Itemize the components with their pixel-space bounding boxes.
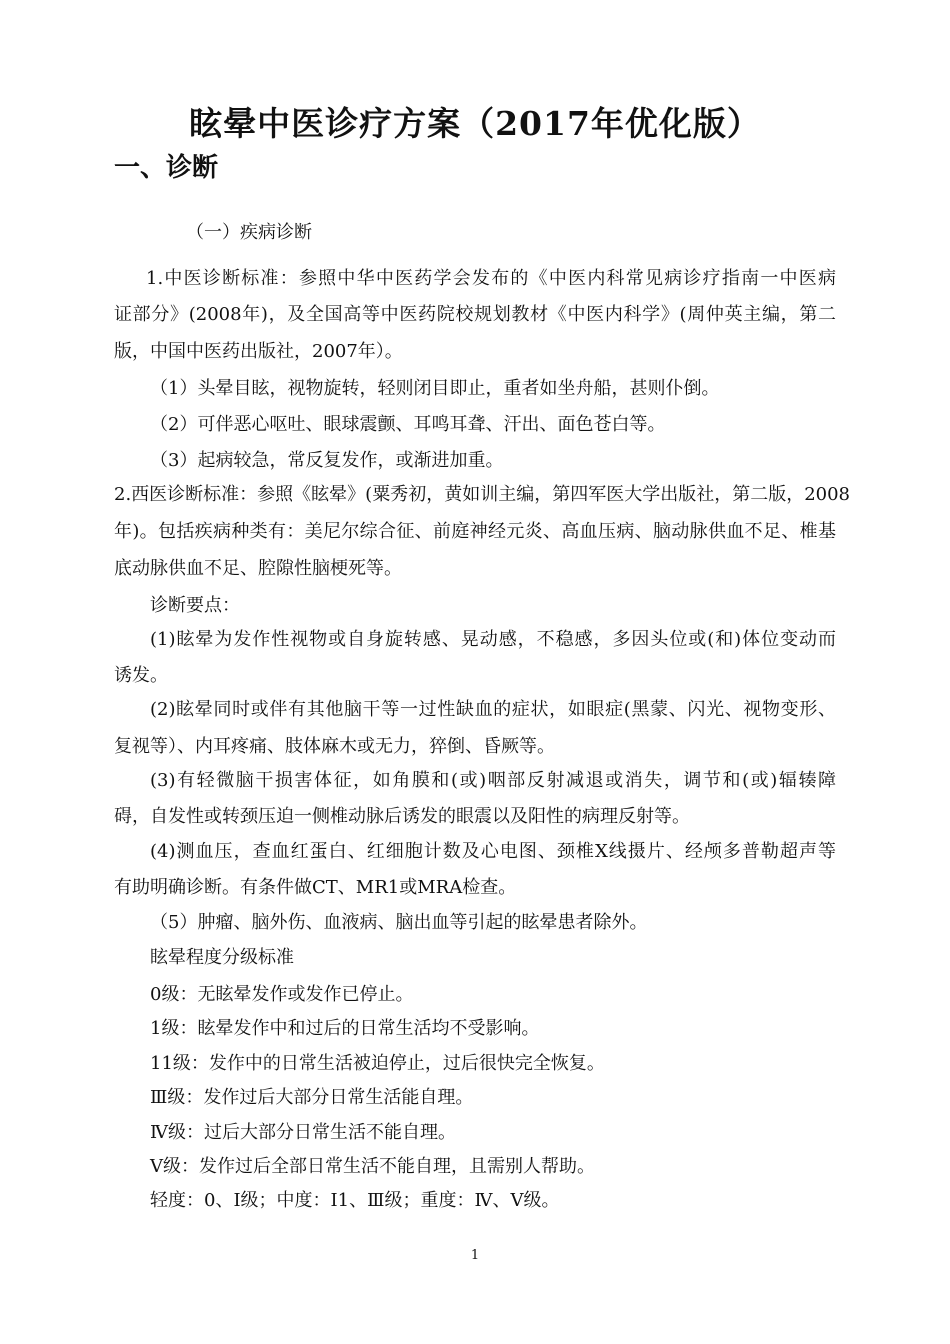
key-point-line: 有助明确诊断。有条件做CT、MR1或MRA检查。 xyxy=(114,877,517,898)
document-title: 眩晕中医诊疗方案（2017年优化版） xyxy=(189,104,761,143)
key-point-line: (2)眩晕同时或伴有其他脑干等一过性缺血的症状，如眼症(黑蒙、闪光、视物变形、 xyxy=(150,699,836,720)
grade-item: Ⅲ级：发作过后大部分日常生活能自理。 xyxy=(150,1087,474,1108)
key-point-line: 诱发。 xyxy=(114,665,168,686)
grading-heading: 眩晕程度分级标准 xyxy=(150,947,294,968)
grade-item: 1级：眩晕发作中和过后的日常生活均不受影响。 xyxy=(150,1018,540,1039)
page-number: 1 xyxy=(470,1248,480,1263)
key-point-line: 碍，自发性或转颈压迫一侧椎动脉后诱发的眼震以及阳性的病理反射等。 xyxy=(114,806,690,827)
tcm-standard-line: 版，中国中医药出版社，2007年）。 xyxy=(114,341,403,362)
tcm-item: （2）可伴恶心呕吐、眼球震颤、耳鸣耳聋、汗出、面色苍白等。 xyxy=(150,414,666,435)
subsection-heading: （一）疾病诊断 xyxy=(186,222,312,243)
key-points-heading: 诊断要点： xyxy=(150,595,240,616)
key-point-line: (4)测血压，查血红蛋白、红细胞计数及心电图、颈椎X线摄片、经颅多普勒超声等 xyxy=(150,841,836,862)
tcm-standard-line: 证部分》(2008年)，及全国高等中医药院校规划教材《中医内科学》(周仲英主编，第二 xyxy=(114,304,836,325)
section-heading: 一、诊断 xyxy=(114,153,219,183)
tcm-standard-line: 1.中医诊断标准：参照中华中医药学会发布的《中医内科常见病诊疗指南一中医病 xyxy=(146,268,836,289)
key-point-line: 复视等）、内耳疼痛、肢体麻木或无力，猝倒、昏厥等。 xyxy=(114,736,555,757)
western-standard-line: 年)。包括疾病种类有：美尼尔综合征、前庭神经元炎、高血压病、脑动脉供血不足、椎基 xyxy=(114,521,836,542)
western-standard-line: 底动脉供血不足、腔隙性脑梗死等。 xyxy=(114,558,402,579)
severity-summary: 轻度：0、I级；中度：I1、Ⅲ级；重度：Ⅳ、Ⅴ级。 xyxy=(150,1190,560,1211)
key-point-line: (3)有轻微脑干损害体征，如角膜和(或)咽部反射减退或消失，调节和(或)辐辏障 xyxy=(150,770,836,791)
tcm-item: （1）头晕目眩，视物旋转，轻则闭目即止，重者如坐舟船，甚则仆倒。 xyxy=(150,378,720,399)
key-point-line: （5）肿瘤、脑外伤、血液病、脑出血等引起的眩晕患者除外。 xyxy=(150,912,648,933)
western-standard-line: 2.西医诊断标准：参照《眩晕》(粟秀初，黄如训主编，第四军医大学出版社，第二版，2008 xyxy=(114,484,851,505)
grade-item: 11级：发作中的日常生活被迫停止，过后很快完全恢复。 xyxy=(150,1053,605,1074)
tcm-item: （3）起病较急，常反复发作，或渐进加重。 xyxy=(150,450,504,471)
key-point-line: (1)眩晕为发作性视物或自身旋转感、晃动感，不稳感，多因头位或(和)体位变动而 xyxy=(150,629,836,650)
grade-item: 0级：无眩晕发作或发作已停止。 xyxy=(150,984,414,1005)
grade-item: Ⅳ级：过后大部分日常生活不能自理。 xyxy=(150,1122,456,1143)
grade-item: Ⅴ级：发作过后全部日常生活不能自理，且需别人帮助。 xyxy=(150,1156,595,1177)
